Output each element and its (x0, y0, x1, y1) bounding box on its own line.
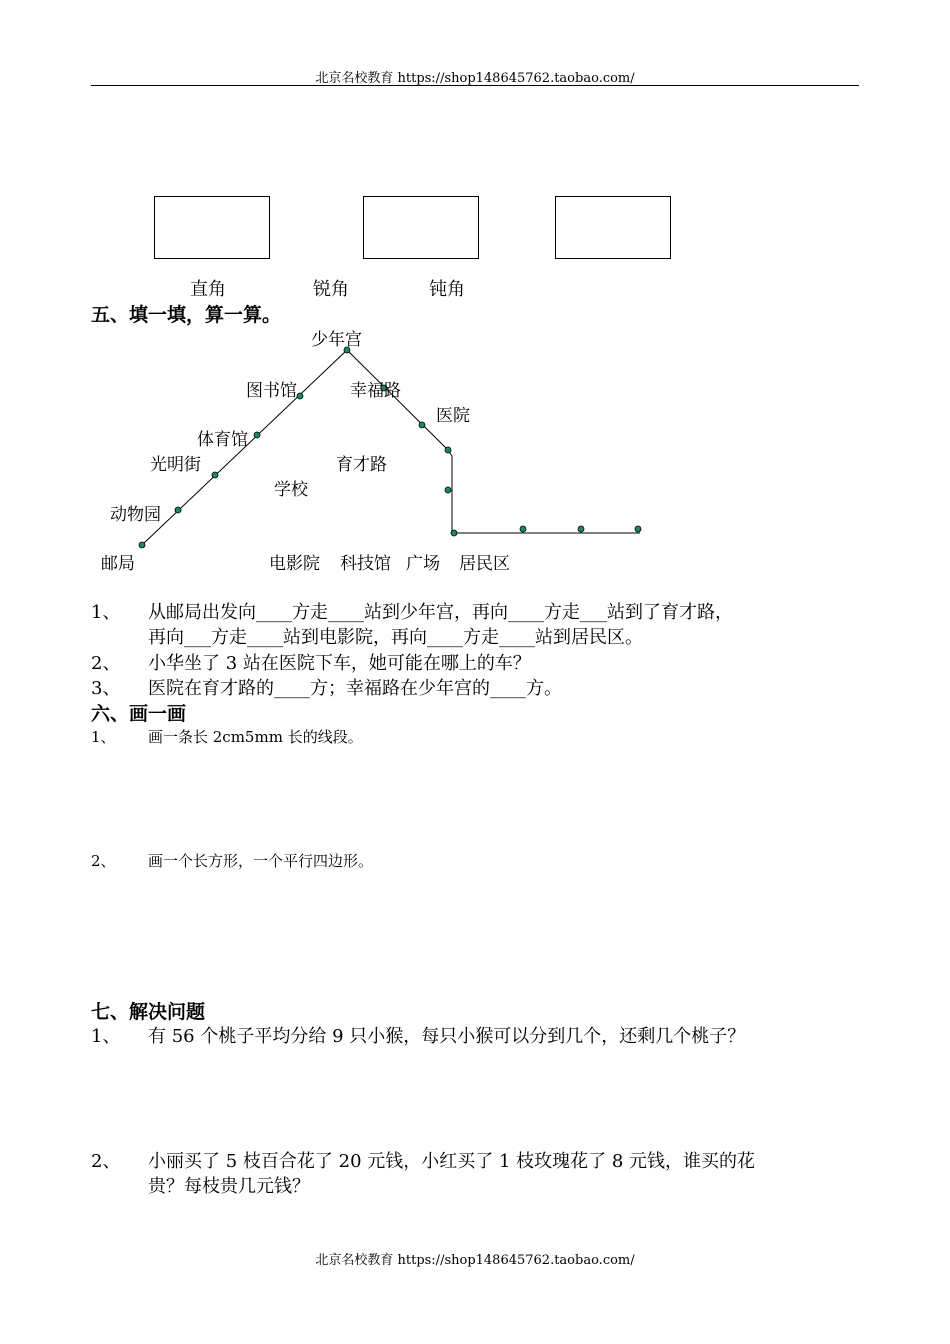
label-right-angle: 直角 (190, 279, 226, 300)
s5-q1-line1: 从邮局出发向____方走____站到少年宫，再向____方走___站到了育才路， (148, 602, 733, 623)
stop-tech-museum (451, 530, 457, 536)
stop-gym (254, 432, 260, 438)
s7-q1-text: 有 56 个桃子平均分给 9 只小猴，每只小猴可以分到几个，还剩几个桃子？ (148, 1026, 746, 1047)
s5-q1-number: 1、 (91, 602, 121, 623)
stop-square (520, 526, 526, 532)
page-header: 北京名校教育 https://shop148645762.taobao.com/ (315, 71, 635, 86)
place-zoo: 动物园 (110, 505, 161, 525)
s7-q2-line2: 贵？每枝贵几元钱？ (148, 1176, 310, 1197)
s7-q1-number: 1、 (91, 1026, 121, 1047)
place-tech-museum: 科技馆 (340, 554, 391, 574)
s5-q2-text: 小华坐了 3 站在医院下车，她可能在哪上的车？ (148, 653, 531, 674)
s6-q2-number: 2、 (91, 852, 116, 870)
s6-q1-number: 1、 (91, 728, 116, 746)
place-library: 图书馆 (246, 381, 297, 401)
place-guangming-street: 光明街 (150, 455, 201, 475)
s6-q1-text: 画一条长 2cm5mm 长的线段。 (148, 728, 363, 746)
s5-q2-number: 2、 (91, 653, 121, 674)
place-hospital: 医院 (436, 406, 470, 426)
stop-yucai-road (445, 447, 451, 453)
s6-q2-text: 画一个长方形，一个平行四边形。 (148, 852, 374, 870)
stop-zoo (175, 507, 181, 513)
place-school: 学校 (274, 480, 308, 500)
label-acute-angle: 锐角 (313, 279, 349, 300)
place-gym: 体育馆 (197, 430, 248, 450)
stop-residential (578, 526, 584, 532)
s7-q2-line1: 小丽买了 5 枝百合花了 20 元钱，小红买了 1 枝玫瑰花了 8 元钱，谁买的花 (148, 1151, 756, 1172)
section5-title: 五、填一填，算一算。 (91, 304, 282, 326)
s5-q1-line2: 再向___方走____站到电影院，再向____方走____站到居民区。 (148, 627, 643, 648)
stop-library (297, 393, 303, 399)
stop-guangming-street (212, 472, 218, 478)
place-cinema: 电影院 (269, 554, 320, 574)
section7-title: 七、解决问题 (91, 1001, 206, 1023)
s7-q2-number: 2、 (91, 1151, 121, 1172)
page-footer: 北京名校教育 https://shop148645762.taobao.com/ (315, 1253, 635, 1268)
place-post-office: 邮局 (101, 554, 135, 574)
s5-q3-number: 3、 (91, 678, 121, 699)
stop-post-office (139, 542, 145, 548)
stop-hospital (419, 422, 425, 428)
place-youth-palace: 少年宫 (311, 330, 362, 350)
place-residential: 居民区 (459, 554, 510, 574)
label-obtuse-angle: 钝角 (429, 279, 465, 300)
place-square: 广场 (406, 554, 440, 574)
section6-title: 六、画一画 (91, 703, 187, 725)
place-xingfu-road: 幸福路 (350, 381, 401, 401)
stop-cinema (445, 487, 451, 493)
s5-q3-text: 医院在育才路的____方；幸福路在少年宫的____方。 (148, 678, 562, 699)
stop-end (635, 526, 641, 532)
place-yucai-road: 育才路 (336, 455, 387, 475)
